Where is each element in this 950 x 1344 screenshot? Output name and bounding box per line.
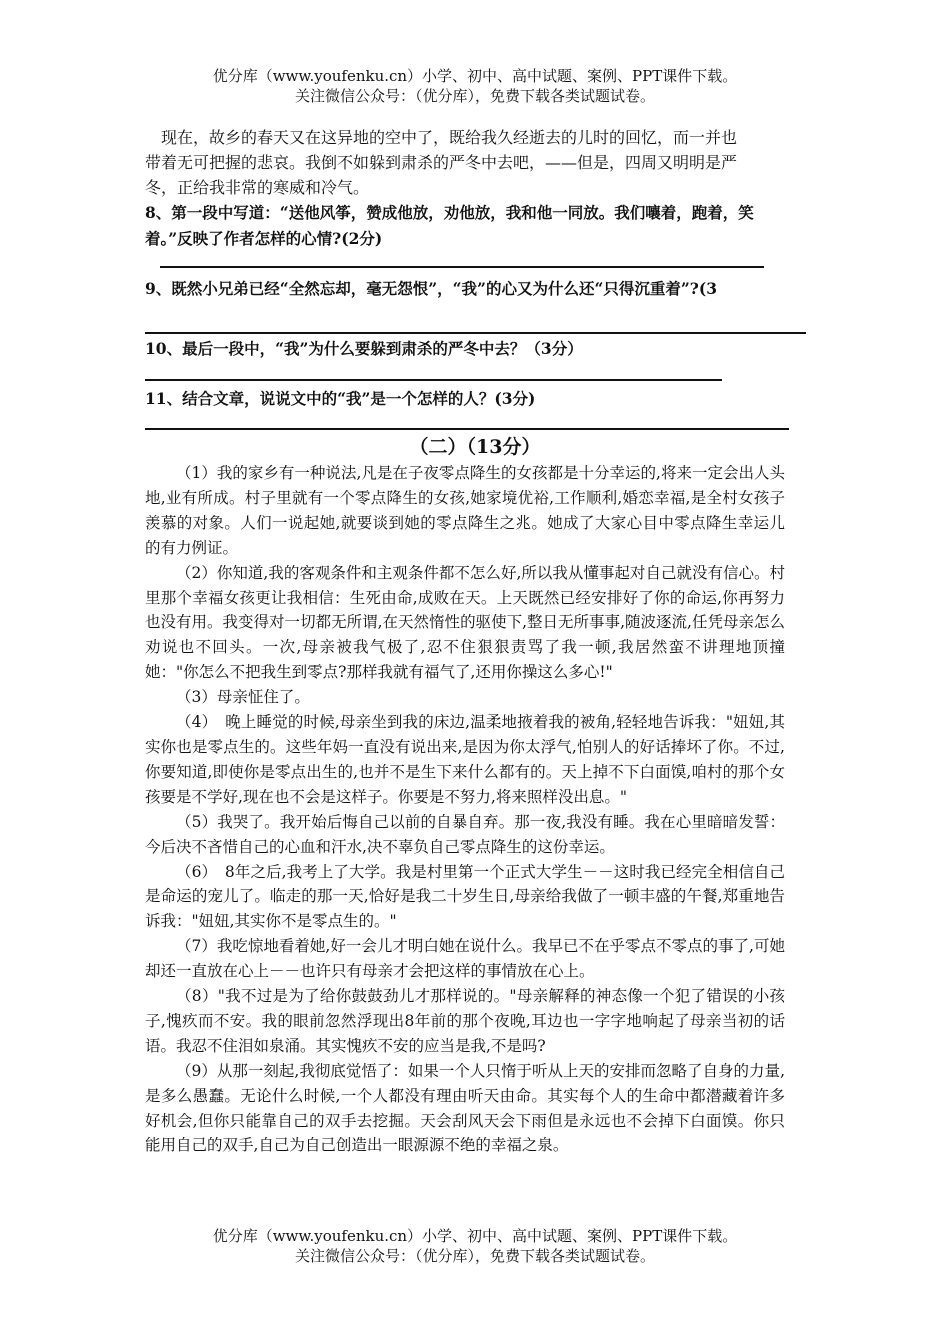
- answer-line-9[interactable]: [145, 332, 806, 334]
- header-line-1: 优分库（www.youfenku.cn）小学、初中、高中试题、案例、PPT课件下载。: [212, 67, 738, 85]
- section-title: （二）（13分）: [409, 436, 541, 458]
- page-footer: [0, 1226, 950, 1266]
- intro-line: 带着无可把握的悲哀。我倒不如躲到肃杀的严冬中去吧，——但是，四周又明明是严: [145, 153, 738, 172]
- page-header: [0, 66, 950, 106]
- paragraph-6: （6） 8年之后,我考上了大学。我是村里第一个正式大学生－－这时我已经完全相信自己是命运的宠儿了。临走的那一天,恰好是我二十岁生日,母亲给我做了一顿丰盛的午餐,郑重地告诉我："妞妞,其实你不是零点生的。": [145, 862, 785, 931]
- paragraph-2: （2）你知道,我的客观条件和主观条件都不怎么好,所以我从懂事起对自己就没有信心。村里那个幸福女孩更让我相信：生死由命,成败在天。上天既然已经安排好了你的命运,你再努力也没有用。我变得对一切都无所谓,在天然惰性的驱使下,整日无所事事,随波逐流,任凭母亲怎么劝说也不回头。一次,母亲被我气极了,忍不住狠狠责骂了我一顿,我居然蛮不讲理地顶撞她："你怎么不把我生到零点?那样我就有福气了,还用你操这么多心!": [145, 563, 785, 682]
- intro-line: 现在，故乡的春天又在这异地的空中了，既给我久经逝去的儿时的回忆，而一并也: [145, 128, 738, 147]
- intro-passage: [145, 125, 810, 200]
- paragraph-5: （5）我哭了。我开始后悔自己以前的自暴自弃。那一夜,我没有睡。我在心里暗暗发誓：今后决不吝惜自己的心血和汗水,决不辜负自己零点降生的这份幸运。: [145, 812, 785, 856]
- paragraph-9: （9）从那一刻起,我彻底觉悟了：如果一个人只惰于听从上天的安排而忽略了自身的力量,是多么愚蠢。无论什么时候,一个人都没有理由听天由命。其实每个人的生命中都潜藏着许多好机会,但你只能靠自己的双手去挖掘。天会刮风天会下雨但是永远也不会掉下白面馍。你只能用自己的双手,自己为自己创造出一眼源源不绝的幸福之泉。: [145, 1061, 785, 1155]
- paragraph-3: （3）母亲怔住了。: [176, 688, 310, 707]
- answer-line-10[interactable]: [145, 379, 722, 381]
- reading-passage: [145, 461, 785, 1158]
- question-9: [145, 276, 810, 302]
- question-8-line-2: 着。”反映了作者怎样的心情?(2分): [145, 229, 383, 248]
- footer-line-1: 优分库（www.youfenku.cn）小学、初中、高中试题、案例、PPT课件下载。: [212, 1227, 738, 1245]
- question-8-line-1: 8、第一段中写道：“送他风筝，赞成他放，劝他放，我和他一同放。我们嚷着，跑着，笑: [145, 203, 754, 222]
- question-8: [145, 200, 810, 252]
- paragraph-4: （4） 晚上睡觉的时候,母亲坐到我的床边,温柔地掖着我的被角,轻轻地告诉我："妞妞,其实你也是零点生的。这些年妈一直没有说出来,是因为你太浮气,怕别人的好话捧坏了你。不过,你要知道,即使你是零点出生的,也并不是生下来什么都有的。天上掉不下白面馍,咱村的那个女孩要是不学好,现在也不会是这样子。你要是不努力,将来照样没出息。": [145, 713, 785, 806]
- question-11-text: 11、结合文章，说说文中的“我”是一个怎样的人？(3分): [145, 389, 536, 408]
- intro-line: 冬，正给我非常的寒威和冷气。: [145, 178, 370, 197]
- question-10: [145, 336, 810, 362]
- question-11: [145, 386, 810, 412]
- paragraph-8: （8）"我不过是为了给你鼓鼓劲儿才那样说的。"母亲解释的神态像一个犯了错误的小孩子,愧疚而不安。我的眼前忽然浮现出8年前的那个夜晚,耳边也一字字地响起了母亲当初的话语。我忍不住泪如泉涌。其实愧疚不安的应当是我,不是吗?: [145, 987, 785, 1055]
- answer-line-8[interactable]: [160, 266, 764, 268]
- footer-line-2: 关注微信公众号：（优分库），免费下载各类试题试卷。: [294, 1247, 655, 1265]
- header-line-2: 关注微信公众号：（优分库），免费下载各类试题试卷。: [294, 87, 655, 105]
- paragraph-1: （1）我的家乡有一种说法,凡是在子夜零点降生的女孩都是十分幸运的,将来一定会出人头地,业有所成。村子里就有一个零点降生的女孩,她家境优裕,工作顺利,婚恋幸福,是全村女孩子羡慕的对象。人们一说起她,就要谈到她的零点降生之兆。她成了大家心目中零点降生幸运儿的有力例证。: [145, 464, 785, 557]
- question-9-text: 9、既然小兄弟已经“全然忘却，毫无怨恨”，“我”的心又为什么还“只得沉重着”?(3: [145, 279, 717, 298]
- answer-line-11[interactable]: [145, 428, 789, 430]
- question-10-text: 10、最后一段中，“我”为什么要躲到肃杀的严冬中去？（3分）: [145, 339, 583, 358]
- paragraph-7: （7）我吃惊地看着她,好一会儿才明白她在说什么。我早已不在乎零点不零点的事了,可她却还一直放在心上－－也许只有母亲才会把这样的事情放在心上。: [145, 937, 785, 981]
